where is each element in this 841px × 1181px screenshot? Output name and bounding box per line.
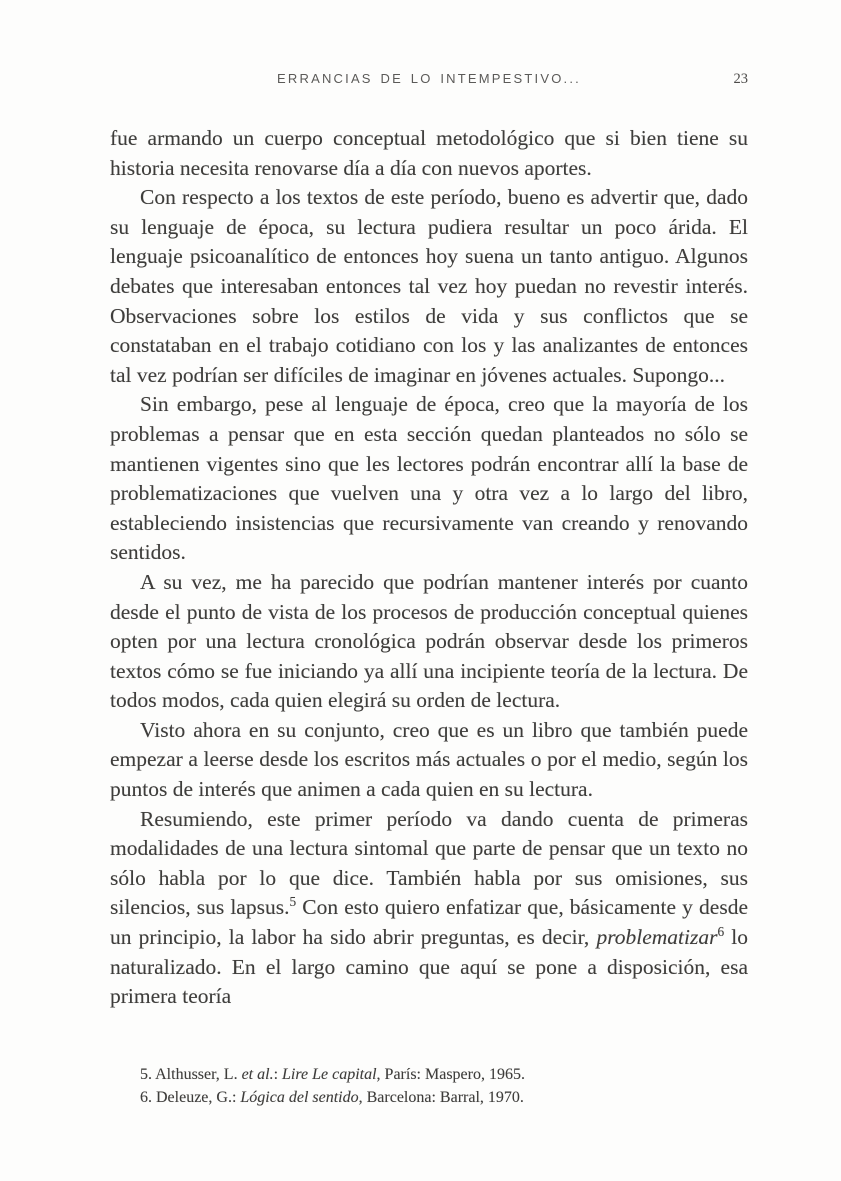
paragraph-4: A su vez, me ha parecido que podrían mantener interés por cuanto desde el punto de vista de los procesos de producción conceptual quienes opten por una lectura cronológica podrán observar desde los primeros textos cómo se fue iniciando ya allí una incipiente teoría de la lectura. De todos modos, cada quien elegirá su orden de lectura. xyxy=(110,569,748,713)
paragraph-3: Sin embargo, pese al lenguaje de época, creo que la mayoría de los problemas a pensar que en esta sección quedan planteados no sólo se mantienen vigentes sino que les lectores podrán encontrar allí la base de problematizaciones que vuelven una y otra vez a lo largo del libro, estableciendo insistencias que recursivamente van creando y renovando sentidos. xyxy=(110,392,748,565)
page-body xyxy=(110,124,748,1012)
paragraph-6-text-3: lo naturalizado. En el largo camino que aquí se pone a disposición, esa primera teoría xyxy=(110,925,748,1009)
footnote-6-title-italic: Lógica del sentido xyxy=(240,1088,359,1106)
footnote-5-etal-italic: et al. xyxy=(241,1066,274,1083)
paragraph-6-text-1: Resumiendo, este primer período va dando cuenta de primeras modalidades de una lectura sintomal que parte de pensar que un texto no sólo habla por lo que dice. También habla por sus omisiones, sus silencios, sus lapsus. xyxy=(110,806,748,920)
emphasis-problematizar: problematizar xyxy=(596,925,718,950)
footnote-ref-6: 6 xyxy=(717,923,725,939)
footnote-5-text-1: 5. Althusser, L. xyxy=(140,1066,242,1083)
paragraph-1: fue armando un cuerpo conceptual metodológico que si bien tiene su historia necesita renovarse día a día con nuevos aportes. xyxy=(110,126,748,180)
paragraph-2: Con respecto a los textos de este período, bueno es advertir que, dado su lenguaje de época, su lectura pudiera resultar un poco árida. El lenguaje psicoanalítico de entonces hoy suena un tanto antiguo. Algunos debates que interesaban entonces tal vez hoy puedan no revestir interés. Observaciones sobre los estilos de vida y sus conflictos que se constataban en el trabajo cotidiano con los y las analizantes de entonces tal vez podrían ser difíciles de imaginar en jóvenes actuales. Supongo... xyxy=(110,185,748,387)
footnotes xyxy=(140,1064,700,1109)
footnote-5 xyxy=(140,1064,700,1087)
paragraph-6 xyxy=(110,805,748,1012)
footnote-6-text-2: , Barcelona: Barral, 1970. xyxy=(358,1088,524,1106)
paragraph-5: Visto ahora en su conjunto, creo que es un libro que también puede empezar a leerse desde los escritos más actuales o por el medio, según los puntos de interés que animen a cada quien en su lectura. xyxy=(110,717,748,802)
paragraph-6-text-2: Con esto quiero enfatizar que, básicamente y desde un principio, la labor ha sido abrir preguntas, es decir, xyxy=(110,895,748,950)
footnote-5-text-2: : xyxy=(273,1066,283,1083)
page-number: 23 xyxy=(733,71,748,87)
running-header-title: ERRANCIAS DE LO INTEMPESTIVO... xyxy=(277,71,581,86)
footnote-6-text-1: 6. Deleuze, G.: xyxy=(140,1088,241,1106)
page-header xyxy=(110,71,748,91)
footnote-5-text-3: , París: Maspero, 1965. xyxy=(376,1066,525,1083)
footnote-ref-5: 5 xyxy=(289,894,297,910)
footnote-5-title-italic: Lire Le capital xyxy=(282,1066,377,1083)
footnote-6 xyxy=(140,1087,700,1110)
